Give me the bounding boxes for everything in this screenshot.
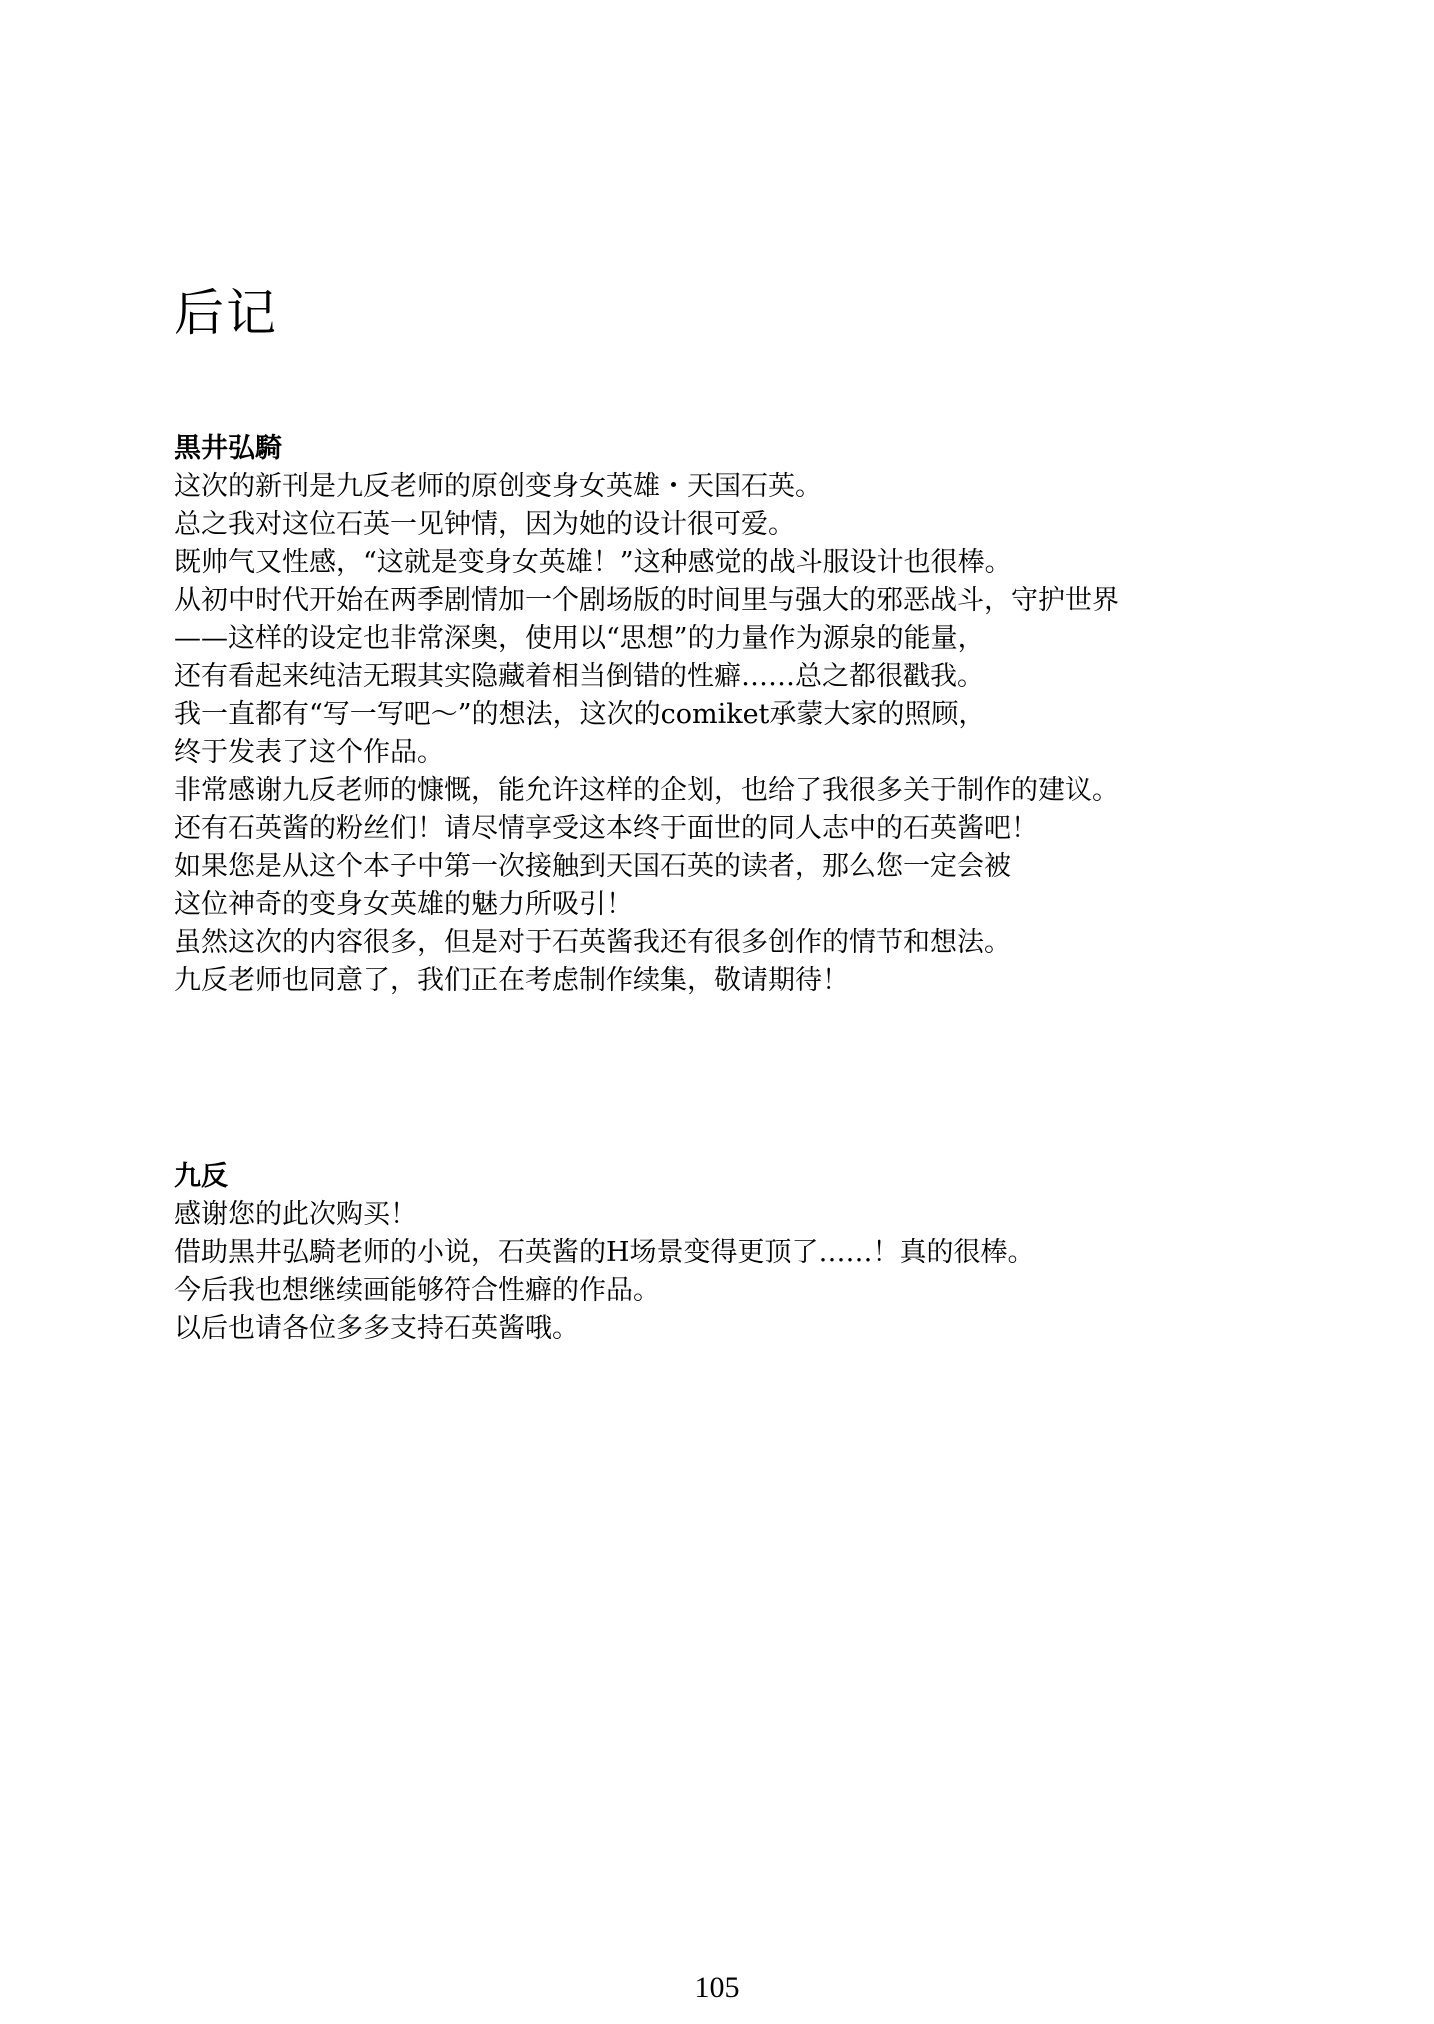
page-number: 105 xyxy=(694,1971,740,2004)
text-line: 还有看起来纯洁无瑕其实隐藏着相当倒错的性癖……总之都很戳我。 xyxy=(174,661,984,692)
text-line: 从初中时代开始在两季剧情加一个剧场版的时间里与强大的邪恶战斗，守护世界 xyxy=(174,585,1119,616)
text-line: ——这样的设定也非常深奥，使用以“思想”的力量作为源泉的能量， xyxy=(174,623,985,654)
text-line: 九反老师也同意了，我们正在考虑制作续集，敬请期待！ xyxy=(174,965,849,996)
text-line: 还有石英酱的粉丝们！请尽情享受这本终于面世的同人志中的石英酱吧！ xyxy=(174,813,1038,844)
text-line: 如果您是从这个本子中第一次接触到天国石英的读者，那么您一定会被 xyxy=(174,851,1011,882)
author-name: 黒井弘騎 xyxy=(174,433,282,464)
text-line: 非常感谢九反老师的慷慨，能允许这样的企划，也给了我很多关于制作的建议。 xyxy=(174,775,1119,806)
text-line: 以后也请各位多多支持石英酱哦。 xyxy=(174,1313,579,1344)
afterword-body xyxy=(174,468,1294,1000)
text-line: 借助黒井弘騎老师的小说，石英酱的H场景变得更顶了……！真的很棒。 xyxy=(174,1237,1035,1268)
text-line: 我一直都有“写一写吧～”的想法，这次的comiket承蒙大家的照顾， xyxy=(174,699,986,730)
text-line: 感谢您的此次购买！ xyxy=(174,1199,417,1230)
afterword-section-author-1 xyxy=(174,430,1294,1000)
author-name: 九反 xyxy=(174,1161,228,1192)
text-line: 终于发表了这个作品。 xyxy=(174,737,444,768)
afterword-body xyxy=(174,1196,1294,1348)
text-line: 这次的新刊是九反老师的原创变身女英雄・天国石英。 xyxy=(174,471,822,502)
text-line: 这位神奇的变身女英雄的魅力所吸引！ xyxy=(174,889,633,920)
text-line: 虽然这次的内容很多，但是对于石英酱我还有很多创作的情节和想法。 xyxy=(174,927,1011,958)
text-line: 既帅气又性感，“这就是变身女英雄！”这种感觉的战斗服设计也很棒。 xyxy=(174,547,1012,578)
text-line: 总之我对这位石英一见钟情，因为她的设计很可爱。 xyxy=(174,509,795,540)
page-title: 后记 xyxy=(174,284,278,342)
text-line: 今后我也想继续画能够符合性癖的作品。 xyxy=(174,1275,660,1306)
afterword-section-author-2 xyxy=(174,1158,1294,1348)
